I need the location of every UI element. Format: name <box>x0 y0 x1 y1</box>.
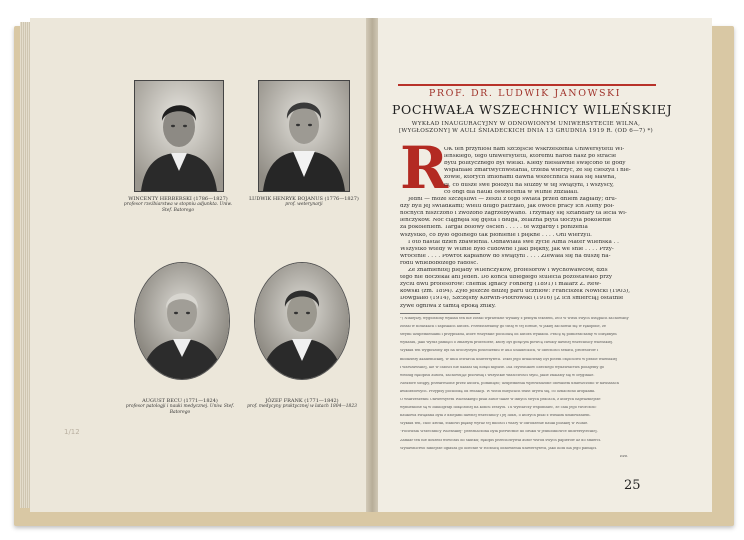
footnote-line: Wydawnictwo niniejsze ogłasza go obecnie w rocznicę odnowienia uniwersytetu, jako hołd dla jego pamięci. <box>400 446 598 450</box>
subtitle-line: WYKŁAD INAUGURACYJNY W ODNOWIONYM UNIWERSYTECIE WILNA, <box>411 121 641 127</box>
caption-becu <box>124 398 236 415</box>
body-line: życiu dwu profesorów: chemik Ignacy Fonberg (1891) i malarz Z. Rew- <box>400 282 602 288</box>
page-number: 25 <box>624 478 641 493</box>
caption-name: WINCENTY HERBERSKI (1786—1827) <box>128 196 228 202</box>
caption-description: profesor rzeźbiarstwa w stopniu adjunkta. Uniw. Stef. Batorego <box>123 202 233 213</box>
footnote-line: młodzieży akademickiej, w dniu otwarcia uniwersytetu. Tekst jego drukowany był potem częściowo w prasie wileńskiej <box>400 357 617 361</box>
handwritten-mark: 1/12 <box>64 428 80 436</box>
footnote-line: kwadratowych. Przypisy pochodzą od redakcji. W wielu miejscach tekst urywa się, co oznaczono kropkami. <box>400 389 596 393</box>
body-line: I oto nastał dzień zbawienia. Odnawiała swe życie Alma Mater wileńska . . <box>408 239 619 245</box>
body-line: leńczyków. Noc ciągnęła się gęsta i długa, żelazna płyta tłoczyła pokolenie <box>400 218 612 224</box>
caption-frank <box>246 398 358 410</box>
portrait-becu <box>134 262 230 380</box>
body-line: OK ten przyniósł nam szczęście wskrzeszenia Uniwersytetu Wi- <box>444 147 625 152</box>
footnote-line: Niektóre ustępy, przekreślone przez autora, pominięto; uzupełnienia wprowadzone ołówkiem umieszczono w nawiasach <box>400 381 619 385</box>
footnote-line: naukowa związana była z dziejami dawnej wszechnicy i jej ludzi, o których pisał z wielkim umiłowaniem. <box>400 414 591 418</box>
caption-bojanus <box>248 196 360 208</box>
footnote-line: wymienione są w bibliografji dołączonej na końcu zeszytu. Tu wystarczy wspomnieć, że cała jego twórczość <box>400 406 597 410</box>
body-line: ci, co dusze swe położyli na służby w tej świątyni, i wszyscy, <box>444 182 614 188</box>
footnote-line: O wskrzeszeniu Uniwersytetu Wileńskiego pisał autor także w innych swych pracach, z których najważniejsze <box>400 398 601 401</box>
footnote-rule <box>400 313 480 314</box>
footnote-line: wydaniu, jako wyraz pamięci o zmarłym profesorze, który był gorącym piewcą chwały dawnej wszechnicy wileńskiej. <box>400 341 614 345</box>
portrait-frank <box>254 262 350 380</box>
author-name: PROF. DR. LUDWIK JANOWSKI <box>428 88 622 99</box>
caption-name: JÓZEF FRANK (1771—1842) <box>265 398 339 404</box>
body-line: co ongi dla nauki oświecenia w Wilnie zdziałali. <box>444 189 579 195</box>
footnote-line: swymi uzupełnieniami i przypisami, które wszystkie pochodzą od autora wykładu. Pracę tę pomieszczamy w odrębnym <box>400 333 617 337</box>
portrait-herberski <box>134 80 224 192</box>
body-line: Dowgiałło (1914), Szczęsny Korwin-Piotrowski (1916) [Z ich śmiercią] ostatnie <box>400 296 624 302</box>
footnote-line: został w notatkach i zapiskach autora. Przedstawiamy go tutaj w tej formie, w jakiej zachował się w rękopisie, ze <box>400 325 606 329</box>
caption-description: prof. weterynarji <box>285 202 323 208</box>
article-title: POCHWAŁA WSZECHNICY WILEŃSKIEJ <box>392 102 673 117</box>
body-line: Ze znamienitej plejady Wileńczyków, profesorów i wychowawców, dziś <box>408 268 608 273</box>
portrait-bojanus <box>258 80 350 192</box>
footnote-line: według rękopisu autora, zachowując pisownię i wszystkie właściwości stylu, jakie znalazły się w oryginale. <box>400 373 595 377</box>
footnote-line: Zamiar ten nie doszedł wówczas do skutku; rękopis przechowywał autor wśród swych papierów aż do śmierci. <box>400 438 602 442</box>
footnote-line: i warszawskiej, ale w całości nie ukazał się dotąd nigdzie. Dla czytelników obecnego wydawnictwa podajemy go <box>400 365 605 369</box>
footnote-line: Wykład ten wygłoszony był na uroczystym posiedzeniu w auli Śniadeckich, w obecności senatu, profesorów i <box>400 349 599 353</box>
body-line: żowie, których imionami dawna wszechnica słała się sławna, <box>444 175 617 181</box>
body-line: żywe ogniwa z tamtą epoką zniky. <box>400 303 496 309</box>
body-line: dzy byli jej świadkami; wielu długo patrzało, jak owoce pracy ich Ateny poł- <box>400 204 615 210</box>
body-line: rodu wniebobożego radość. <box>400 260 479 266</box>
body-line: wspaniałe zmartwychwstania, trzeba wierzyć, że się cieszyli i nie- <box>444 168 631 174</box>
body-line: leńskiego, tego uniwersytetu, któremu naród nasz po stracie <box>444 154 617 160</box>
caption-name: AUGUST BECU (1771—1824) <box>142 398 218 404</box>
body-line: nocnych niszczono i zwożono zagrzebywano. Trzymały się sztandary ta lecia wi- <box>400 211 627 217</box>
body-line: Wszystko wtedy w Wilnie było cudowne i jaki piękny, jak we śnie . . . . Przy- <box>400 246 614 252</box>
caption-description: profesor patologji i nauki medycznej. Uniw. Stef. Batorego <box>125 404 235 415</box>
body-line: Jedni — może szczęśliwi — zeszli z tego świata przed dniem zagłady; dru- <box>408 197 617 202</box>
body-line: wrócenie . . . . Powrót kapłanów do świątyni . . . . Zlewała się na duszę na- <box>400 253 611 259</box>
caption-herberski <box>122 196 234 213</box>
body-line: kowski (zm. 1894). Żyło jeszcze dłużej paru uczniów: Franciszek Nowicki (1903), <box>400 289 631 295</box>
footnote-line: "Pochwała Wszechnicy Wileńskiej" przeznaczona była pierwotnie do druku w jednodniówce uniwersyteckiej. <box>400 430 598 434</box>
caption-description: prof. medycyny praktycznej w latach 1804—1823 <box>247 404 357 410</box>
footnote-line: *) Niniejszy, wygłoszony wykład ten nie został wprawdzie wydany z pełnym tekstem, lecz w wielu swych ustępach zachowany <box>400 317 629 320</box>
footnote-line: Red. <box>620 454 629 458</box>
footnote-line: Wykład ten, choć krótki, stanowi piękny wyraz tej miłości i wiary w odrodzenie nauki polskiej w Wilnie. <box>400 422 589 426</box>
subtitle-line: [WYGŁOSZONY] W AULI ŚNIADECKICH DNIA 13 GRUDNIA 1919 R. (OD 6—7) *) <box>398 127 654 134</box>
body-line: bytu politycznego był wielki. Kiedy niesławnie święcono te gody <box>444 161 626 167</box>
page-edges <box>20 22 30 508</box>
body-line: wszystko, co było ogólnego tak płonienie i piękne . . . . Oni wierzyli. <box>400 232 592 238</box>
header-rule <box>398 84 656 86</box>
body-line: tego nie doczekał ani jeden. Do końca ubiegłego stulecia pozostawało przy <box>400 275 612 281</box>
body-line: za pokoleniem. Targał bólowy oścień . . . . . te wzgardy i poniżenia <box>400 225 588 231</box>
drop-cap: R <box>400 134 449 202</box>
article-subtitle <box>394 121 658 135</box>
caption-name: LUDWIK HENRYK BOJANUS (1776—1827) <box>249 196 359 202</box>
